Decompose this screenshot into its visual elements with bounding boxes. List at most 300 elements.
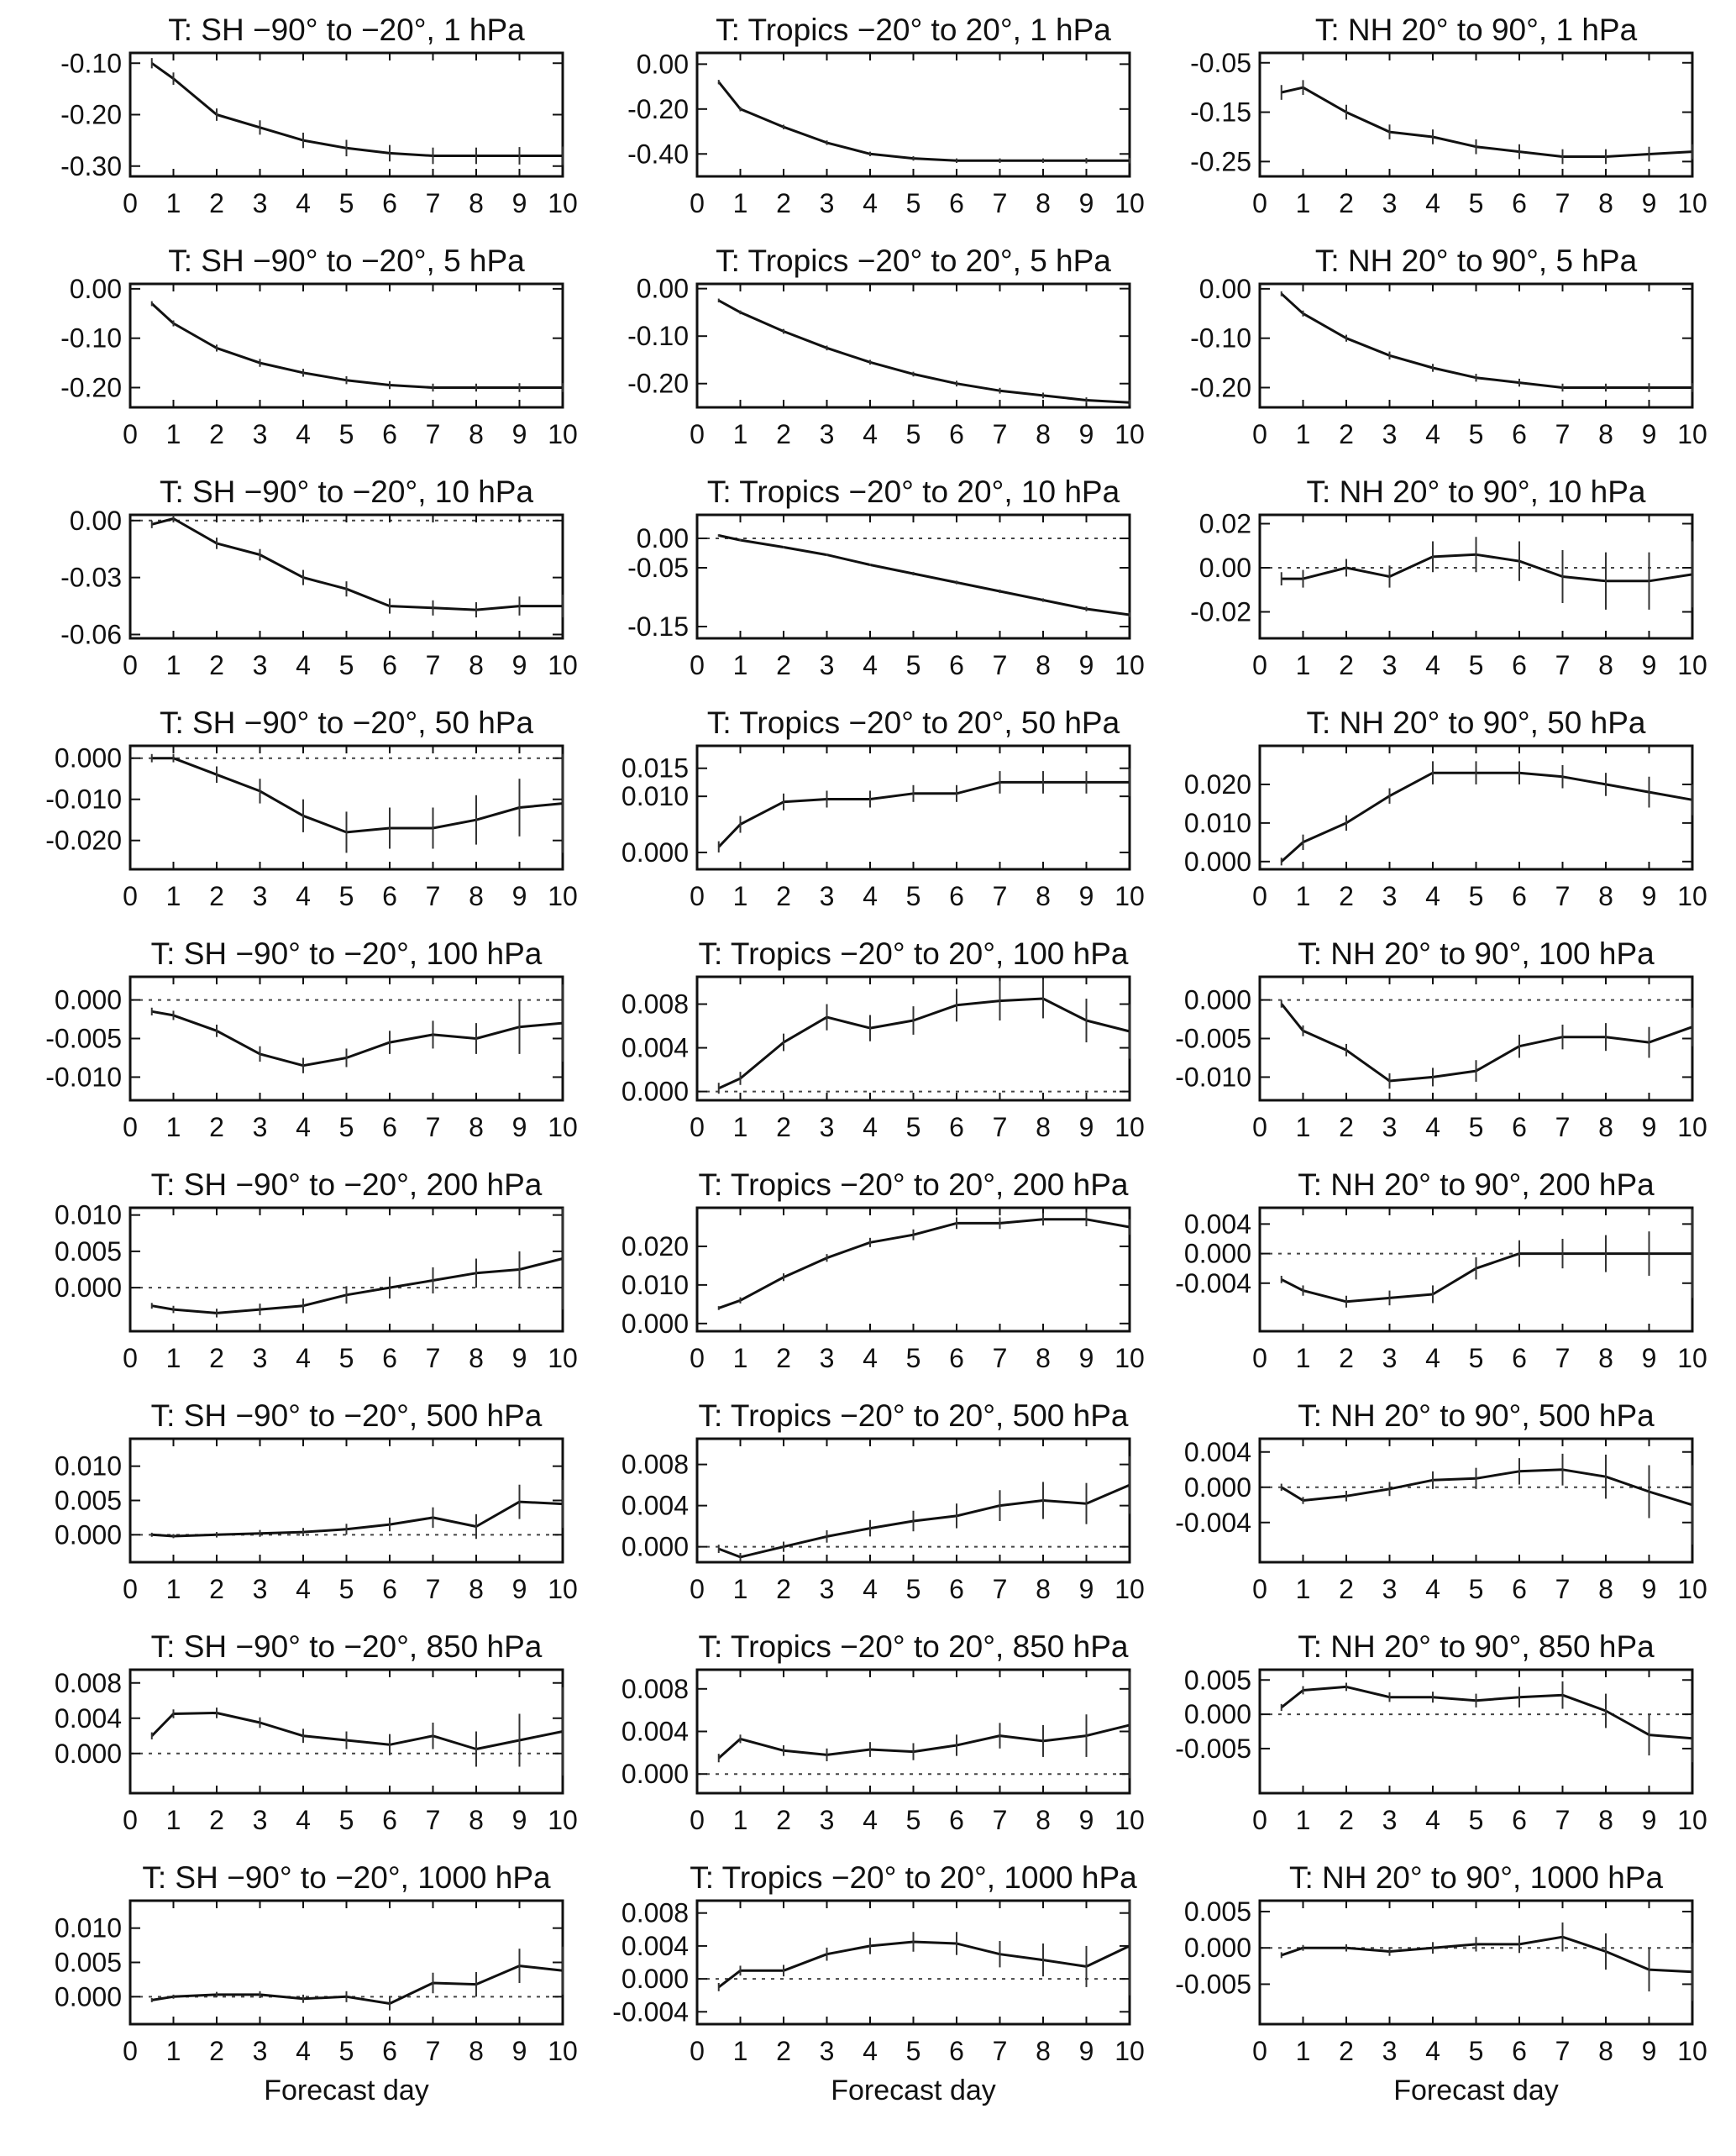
x-tick-label: 7 (425, 188, 441, 218)
x-tick-label: 5 (338, 2036, 354, 2066)
subplot-19 (55, 1398, 578, 1604)
x-tick-label: 8 (1598, 1574, 1613, 1604)
x-tick-label: 10 (1677, 2036, 1707, 2066)
y-tick-label: -0.010 (45, 1062, 122, 1093)
x-tick-label: 9 (1641, 2036, 1657, 2066)
y-tick-label: 0.020 (621, 1230, 689, 1262)
y-tick-label: -0.20 (627, 93, 689, 124)
y-tick-label: 0.00 (69, 273, 122, 304)
x-tick-label: 10 (548, 2036, 578, 2066)
y-tick-label: 0.00 (1198, 553, 1251, 583)
x-tick-label: 4 (863, 2036, 878, 2066)
subplot-title: T: SH −90° to −20°, 10 hPa (159, 475, 534, 509)
y-tick-label: 0.004 (621, 1490, 689, 1521)
x-tick-label: 7 (425, 1805, 441, 1835)
x-tick-label: 9 (1641, 188, 1657, 218)
x-tick-label: 0 (690, 1343, 705, 1373)
plot-frame (1260, 1901, 1692, 2024)
x-tick-label: 1 (732, 1805, 748, 1835)
x-tick-label: 4 (296, 1112, 311, 1142)
y-tick-label: 0.000 (54, 742, 122, 774)
x-tick-label: 7 (992, 650, 1008, 680)
x-tick-label: 4 (296, 1805, 311, 1835)
x-tick-label: 2 (776, 1574, 791, 1604)
y-tick-label: 0.010 (54, 1199, 122, 1230)
x-tick-label: 9 (1078, 1574, 1094, 1604)
subplot-title: T: Tropics −20° to 20°, 5 hPa (716, 244, 1111, 278)
subplot-title: T: NH 20° to 90°, 1 hPa (1314, 13, 1638, 47)
y-tick-label: 0.000 (54, 984, 122, 1015)
x-tick-label: 9 (1641, 650, 1657, 680)
subplot-title: T: NH 20° to 90°, 100 hPa (1298, 936, 1655, 971)
x-tick-label: 6 (949, 1112, 964, 1142)
y-tick-label: 0.00 (1198, 273, 1251, 304)
x-tick-label: 8 (1598, 1805, 1613, 1835)
y-tick-label: 0.005 (54, 1947, 122, 1978)
subplot-24 (1175, 1629, 1707, 1835)
subplot-13 (45, 936, 578, 1142)
x-tick-label: 8 (1036, 188, 1051, 218)
x-tick-label: 4 (1425, 2036, 1440, 2066)
x-tick-label: 1 (732, 1574, 748, 1604)
x-tick-label: 5 (338, 650, 354, 680)
x-tick-label: 2 (209, 419, 224, 449)
x-tick-label: 7 (425, 881, 441, 911)
y-tick-label: 0.008 (621, 1897, 689, 1928)
plot-frame (130, 1439, 563, 1562)
x-tick-label: 7 (992, 188, 1008, 218)
x-tick-label: 2 (1339, 1343, 1354, 1373)
x-tick-label: 1 (165, 1574, 181, 1604)
y-tick-label: 0.000 (54, 1738, 122, 1769)
x-tick-label: 0 (690, 2036, 705, 2066)
x-tick-label: 2 (209, 2036, 224, 2066)
x-tick-label: 0 (690, 1805, 705, 1835)
x-tick-label: 3 (819, 881, 835, 911)
x-tick-label: 4 (1425, 1805, 1440, 1835)
y-tick-label: -0.020 (45, 825, 122, 856)
y-tick-label: 0.004 (54, 1702, 122, 1734)
x-tick-label: 9 (511, 1574, 527, 1604)
x-tick-label: 9 (1078, 1343, 1094, 1373)
x-tick-label: 3 (1382, 881, 1398, 911)
x-tick-label: 3 (819, 1574, 835, 1604)
plot-frame (130, 977, 563, 1100)
y-tick-label: 0.00 (636, 273, 689, 304)
x-tick-label: 4 (1425, 1343, 1440, 1373)
y-tick-label: -0.06 (60, 619, 122, 650)
subplot-12 (1184, 706, 1707, 911)
y-tick-label: -0.10 (60, 48, 122, 79)
x-tick-label: 0 (1252, 2036, 1267, 2066)
x-tick-label: 10 (1115, 2036, 1145, 2066)
subplot-title: T: Tropics −20° to 20°, 1 hPa (716, 13, 1111, 47)
x-tick-label: 8 (1036, 1343, 1051, 1373)
x-tick-label: 7 (425, 1343, 441, 1373)
plot-frame (130, 53, 563, 176)
x-tick-label: 4 (296, 1574, 311, 1604)
series-line (152, 519, 563, 611)
x-tick-label: 0 (1252, 1112, 1267, 1142)
subplot-title: T: Tropics −20° to 20°, 200 hPa (698, 1167, 1129, 1202)
subplot-20 (621, 1398, 1145, 1604)
x-tick-label: 0 (123, 1805, 138, 1835)
x-tick-label: 9 (1641, 1112, 1657, 1142)
subplot-title: T: NH 20° to 90°, 200 hPa (1298, 1167, 1655, 1202)
x-tick-label: 2 (1339, 650, 1354, 680)
x-tick-label: 0 (690, 881, 705, 911)
x-tick-label: 6 (382, 2036, 397, 2066)
x-tick-label: 3 (819, 1343, 835, 1373)
x-tick-label: 3 (819, 419, 835, 449)
x-tick-label: 2 (209, 1574, 224, 1604)
x-tick-label: 10 (1115, 881, 1145, 911)
series-line (152, 1713, 563, 1749)
subplot-title: T: NH 20° to 90°, 500 hPa (1298, 1398, 1655, 1433)
x-tick-label: 7 (992, 1112, 1008, 1142)
series-line (1282, 294, 1692, 388)
series-line (719, 1942, 1130, 1987)
x-tick-label: 4 (863, 1574, 878, 1604)
x-tick-label: 0 (690, 188, 705, 218)
x-tick-label: 0 (690, 1112, 705, 1142)
x-tick-label: 5 (905, 2036, 921, 2066)
series-line (152, 1259, 563, 1314)
x-tick-label: 4 (296, 419, 311, 449)
y-tick-label: 0.010 (1183, 807, 1251, 838)
x-tick-label: 7 (1555, 1343, 1571, 1373)
x-tick-label: 2 (776, 188, 791, 218)
subplot-26 (612, 1860, 1145, 2106)
plot-frame (1260, 1439, 1692, 1562)
x-tick-label: 6 (1512, 1343, 1527, 1373)
y-tick-label: -0.004 (1175, 1267, 1251, 1298)
x-tick-label: 6 (949, 1805, 964, 1835)
x-tick-label: 3 (252, 1343, 268, 1373)
x-tick-label: 5 (1468, 1805, 1484, 1835)
x-tick-label: 9 (511, 419, 527, 449)
x-tick-label: 1 (732, 419, 748, 449)
x-tick-label: 4 (1425, 650, 1440, 680)
x-tick-label: 6 (1512, 2036, 1527, 2066)
y-tick-label: -0.02 (1190, 596, 1251, 627)
subplot-22 (55, 1629, 578, 1835)
x-tick-label: 7 (1555, 1805, 1571, 1835)
x-tick-label: 0 (123, 881, 138, 911)
y-tick-label: -0.010 (1175, 1062, 1251, 1093)
x-tick-label: 0 (1252, 1574, 1267, 1604)
x-tick-label: 0 (123, 1343, 138, 1373)
x-tick-label: 4 (863, 881, 878, 911)
x-tick-label: 5 (905, 650, 921, 680)
x-tick-label: 6 (1512, 881, 1527, 911)
y-tick-label: -0.15 (1190, 97, 1251, 128)
x-tick-label: 2 (209, 650, 224, 680)
y-tick-label: -0.20 (1190, 372, 1251, 403)
series-line (1282, 1687, 1692, 1738)
x-tick-label: 5 (338, 188, 354, 218)
subplot-title: T: Tropics −20° to 20°, 850 hPa (698, 1629, 1129, 1664)
x-tick-label: 7 (425, 1574, 441, 1604)
x-tick-label: 2 (1339, 1805, 1354, 1835)
x-tick-label: 0 (123, 2036, 138, 2066)
x-tick-label: 8 (1036, 2036, 1051, 2066)
x-tick-label: 6 (949, 1343, 964, 1373)
x-tick-label: 2 (1339, 881, 1354, 911)
x-tick-label: 9 (1078, 2036, 1094, 2066)
x-tick-label: 6 (382, 650, 397, 680)
x-tick-label: 3 (252, 1574, 268, 1604)
series-line (1282, 1254, 1692, 1302)
x-tick-label: 2 (776, 2036, 791, 2066)
x-tick-label: 0 (1252, 419, 1267, 449)
x-tick-label: 5 (338, 1112, 354, 1142)
y-tick-label: -0.20 (60, 372, 122, 403)
subplot-title: T: SH −90° to −20°, 1000 hPa (142, 1860, 551, 1895)
subplot-8 (627, 475, 1145, 680)
x-tick-label: 8 (1036, 1112, 1051, 1142)
subplot-title: T: SH −90° to −20°, 5 hPa (168, 244, 525, 278)
y-tick-label: 0.004 (621, 1032, 689, 1063)
x-tick-label: 4 (863, 1805, 878, 1835)
y-tick-label: 0.000 (1183, 1699, 1251, 1730)
x-tick-label: 1 (165, 419, 181, 449)
x-tick-label: 10 (1677, 419, 1707, 449)
x-tick-label: 7 (1555, 188, 1571, 218)
x-axis-label: Forecast day (264, 2075, 429, 2106)
y-tick-label: -0.005 (1175, 1969, 1251, 2000)
x-tick-label: 6 (949, 881, 964, 911)
x-tick-label: 5 (338, 1574, 354, 1604)
x-tick-label: 10 (1115, 650, 1145, 680)
x-tick-label: 6 (949, 650, 964, 680)
x-tick-label: 0 (690, 1574, 705, 1604)
x-tick-label: 0 (1252, 1343, 1267, 1373)
x-tick-label: 4 (1425, 1112, 1440, 1142)
y-tick-label: 0.004 (621, 1716, 689, 1747)
y-tick-label: 0.004 (1183, 1209, 1251, 1240)
x-tick-label: 1 (165, 650, 181, 680)
x-tick-label: 10 (1115, 1805, 1145, 1835)
y-tick-label: 0.020 (1183, 769, 1251, 800)
y-tick-label: 0.010 (54, 1912, 122, 1944)
x-tick-label: 0 (123, 188, 138, 218)
y-tick-label: 0.005 (54, 1485, 122, 1516)
x-tick-label: 9 (511, 1805, 527, 1835)
x-tick-label: 7 (1555, 1112, 1571, 1142)
x-tick-label: 8 (469, 188, 484, 218)
x-tick-label: 4 (296, 650, 311, 680)
x-tick-label: 5 (905, 1574, 921, 1604)
x-tick-label: 7 (425, 650, 441, 680)
x-tick-label: 4 (863, 188, 878, 218)
x-tick-label: 7 (425, 419, 441, 449)
x-tick-label: 1 (732, 1112, 748, 1142)
x-tick-label: 0 (123, 650, 138, 680)
x-tick-label: 1 (165, 881, 181, 911)
x-tick-label: 6 (1512, 419, 1527, 449)
x-tick-label: 9 (1078, 1112, 1094, 1142)
x-tick-label: 8 (469, 881, 484, 911)
x-tick-label: 10 (548, 1805, 578, 1835)
subplot-10 (45, 706, 578, 911)
series-line (152, 63, 563, 155)
x-tick-label: 10 (548, 1112, 578, 1142)
x-tick-label: 10 (548, 188, 578, 218)
x-tick-label: 9 (511, 188, 527, 218)
x-tick-label: 4 (863, 1343, 878, 1373)
x-tick-label: 4 (1425, 188, 1440, 218)
series-line (719, 301, 1130, 403)
x-tick-label: 7 (992, 881, 1008, 911)
x-tick-label: 8 (1598, 1112, 1613, 1142)
x-tick-label: 7 (992, 419, 1008, 449)
x-tick-label: 6 (382, 1112, 397, 1142)
plot-frame (697, 515, 1130, 638)
x-tick-label: 3 (1382, 1574, 1398, 1604)
x-tick-label: 2 (776, 1805, 791, 1835)
x-tick-label: 4 (863, 1112, 878, 1142)
y-tick-label: -0.40 (627, 139, 689, 170)
x-tick-label: 4 (296, 1343, 311, 1373)
y-tick-label: -0.005 (1175, 1733, 1251, 1764)
x-tick-label: 8 (1598, 419, 1613, 449)
x-tick-label: 4 (296, 188, 311, 218)
x-tick-label: 9 (1641, 419, 1657, 449)
subplot-title: T: NH 20° to 90°, 10 hPa (1306, 475, 1646, 509)
x-tick-label: 3 (252, 881, 268, 911)
x-tick-label: 0 (1252, 650, 1267, 680)
subplot-title: T: Tropics −20° to 20°, 1000 hPa (690, 1860, 1137, 1895)
x-tick-label: 9 (511, 650, 527, 680)
series-line (152, 1011, 563, 1065)
x-tick-label: 7 (425, 1112, 441, 1142)
x-tick-label: 0 (123, 1574, 138, 1604)
x-tick-label: 5 (1468, 419, 1484, 449)
y-tick-label: 0.010 (621, 781, 689, 812)
x-tick-label: 8 (469, 1805, 484, 1835)
x-tick-label: 10 (548, 1343, 578, 1373)
x-tick-label: 3 (1382, 650, 1398, 680)
x-tick-label: 3 (252, 188, 268, 218)
subplot-18 (1175, 1167, 1707, 1373)
y-tick-label: 0.000 (54, 1272, 122, 1304)
x-tick-label: 7 (992, 1574, 1008, 1604)
x-tick-label: 3 (252, 1112, 268, 1142)
x-tick-label: 1 (1295, 650, 1311, 680)
x-tick-label: 8 (1036, 419, 1051, 449)
y-tick-label: -0.004 (1175, 1507, 1251, 1538)
x-tick-label: 3 (1382, 1343, 1398, 1373)
x-tick-label: 1 (732, 188, 748, 218)
subplot-2 (627, 13, 1145, 218)
y-tick-label: 0.005 (1183, 1665, 1251, 1696)
x-tick-label: 2 (1339, 188, 1354, 218)
x-tick-label: 0 (1252, 188, 1267, 218)
x-tick-label: 10 (1677, 1112, 1707, 1142)
plot-frame (130, 1901, 563, 2024)
x-tick-label: 5 (905, 1112, 921, 1142)
x-tick-label: 3 (819, 2036, 835, 2066)
x-tick-label: 4 (1425, 419, 1440, 449)
x-tick-label: 6 (382, 419, 397, 449)
x-tick-label: 6 (1512, 1574, 1527, 1604)
x-tick-label: 8 (1598, 650, 1613, 680)
y-tick-label: 0.000 (621, 1759, 689, 1790)
y-tick-label: 0.008 (54, 1667, 122, 1698)
y-tick-label: 0.008 (621, 989, 689, 1020)
subplot-16 (55, 1167, 578, 1373)
x-tick-label: 2 (776, 419, 791, 449)
x-tick-label: 9 (1078, 188, 1094, 218)
x-tick-label: 1 (1295, 881, 1311, 911)
x-tick-label: 9 (1078, 881, 1094, 911)
subplot-9 (1190, 475, 1707, 680)
x-tick-label: 1 (732, 650, 748, 680)
y-tick-label: 0.005 (1183, 1896, 1251, 1927)
x-tick-label: 3 (252, 419, 268, 449)
x-tick-label: 5 (338, 419, 354, 449)
x-tick-label: 10 (1677, 1574, 1707, 1604)
x-tick-label: 7 (992, 1805, 1008, 1835)
x-tick-label: 10 (548, 419, 578, 449)
x-tick-label: 4 (296, 881, 311, 911)
x-tick-label: 8 (1036, 650, 1051, 680)
subplot-title: T: SH −90° to −20°, 1 hPa (168, 13, 525, 47)
x-tick-label: 0 (1252, 1805, 1267, 1835)
x-tick-label: 0 (690, 650, 705, 680)
x-tick-label: 2 (209, 1343, 224, 1373)
series-line (719, 999, 1130, 1088)
x-tick-label: 5 (905, 1343, 921, 1373)
x-tick-label: 10 (548, 881, 578, 911)
x-tick-label: 4 (863, 419, 878, 449)
y-tick-label: 0.008 (621, 1673, 689, 1704)
x-tick-label: 10 (1115, 1343, 1145, 1373)
x-tick-label: 6 (382, 188, 397, 218)
series-line (719, 1725, 1130, 1758)
x-tick-label: 6 (949, 419, 964, 449)
y-tick-label: -0.05 (1190, 47, 1251, 78)
x-tick-label: 1 (732, 2036, 748, 2066)
y-tick-label: 0.000 (1183, 846, 1251, 877)
x-tick-label: 2 (209, 1112, 224, 1142)
x-tick-label: 10 (1677, 881, 1707, 911)
x-tick-label: 3 (819, 650, 835, 680)
plot-frame (697, 284, 1130, 407)
x-tick-label: 10 (1677, 188, 1707, 218)
series-line (152, 758, 563, 832)
plot-frame (1260, 515, 1692, 638)
series-line (152, 1502, 563, 1536)
x-tick-label: 5 (338, 881, 354, 911)
x-tick-label: 4 (1425, 881, 1440, 911)
x-tick-label: 9 (1641, 1805, 1657, 1835)
x-tick-label: 2 (776, 881, 791, 911)
x-tick-label: 7 (1555, 1574, 1571, 1604)
y-tick-label: 0.000 (621, 1964, 689, 1995)
x-tick-label: 5 (1468, 650, 1484, 680)
x-tick-label: 5 (905, 881, 921, 911)
x-tick-label: 3 (1382, 1112, 1398, 1142)
y-tick-label: -0.20 (60, 99, 122, 130)
x-tick-label: 3 (819, 188, 835, 218)
subplot-6 (1190, 244, 1707, 449)
x-tick-label: 9 (1641, 1343, 1657, 1373)
x-tick-label: 3 (1382, 2036, 1398, 2066)
x-tick-label: 7 (1555, 2036, 1571, 2066)
x-tick-label: 5 (905, 188, 921, 218)
